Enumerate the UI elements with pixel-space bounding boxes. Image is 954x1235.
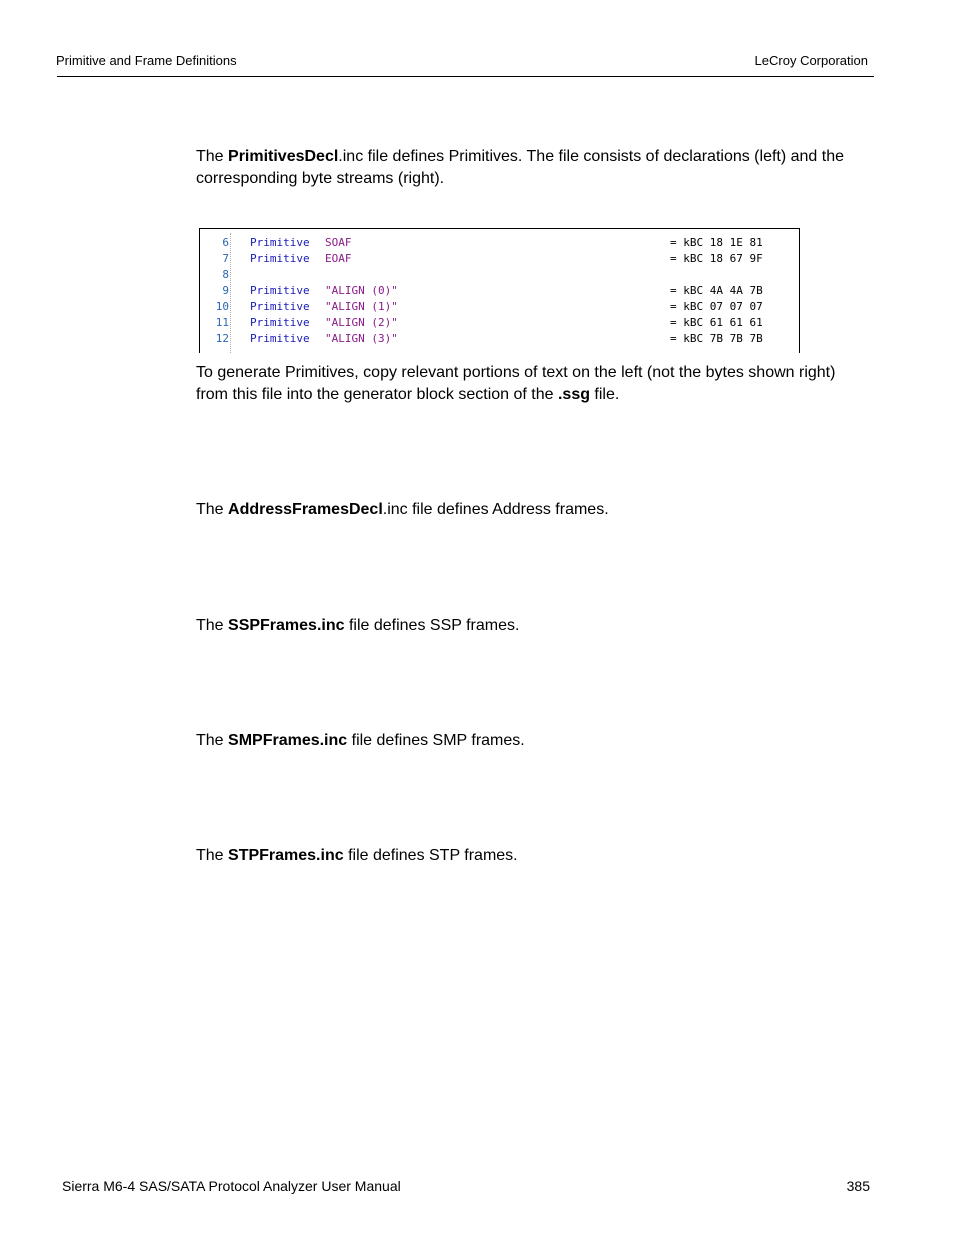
line-number: 10 <box>215 300 229 313</box>
primitives-intro-paragraph: The PrimitivesDecl.inc file defines Primitives. The file consists of declarations (left) and the corresponding byte streams (right). <box>196 148 845 187</box>
code-keyword: Primitive <box>250 316 310 329</box>
line-number: 6 <box>222 236 229 249</box>
code-keyword: Primitive <box>250 252 310 265</box>
stp-frames-paragraph: The STPFrames.inc file defines STP frames. <box>196 847 518 864</box>
byte-stream: = kBC 07 07 07 <box>670 300 763 313</box>
primitive-name: "ALIGN (0)" <box>325 284 398 297</box>
line-number: 7 <box>222 252 229 265</box>
code-listing <box>199 228 800 353</box>
byte-stream: = kBC 61 61 61 <box>670 316 763 329</box>
line-number: 11 <box>215 316 229 329</box>
code-keyword: Primitive <box>250 284 310 297</box>
running-header-title: Primitive and Frame Definitions <box>56 53 237 68</box>
byte-stream: = kBC 18 1E 81 <box>670 236 763 249</box>
byte-stream: = kBC 18 67 9F <box>670 252 763 265</box>
code-row <box>200 283 799 299</box>
code-keyword: Primitive <box>250 236 310 249</box>
smp-file-name: SMPFrames.inc <box>228 732 348 749</box>
ssg-extension: .ssg <box>557 386 590 403</box>
code-keyword: Primitive <box>250 300 310 313</box>
byte-stream: = kBC 7B 7B 7B <box>670 332 763 345</box>
address-frames-paragraph: The AddressFramesDecl.inc file defines Address frames. <box>196 501 609 518</box>
generate-instructions-paragraph: To generate Primitives, copy relevant portions of text on the left (not the bytes shown right) from this file into the generator block section of the .ssg file. <box>196 364 836 403</box>
address-file-name: AddressFramesDecl <box>228 501 383 518</box>
primitive-name: EOAF <box>325 252 352 265</box>
ssp-file-name: SSPFrames.inc <box>228 617 345 634</box>
line-number: 8 <box>222 268 229 281</box>
page-number: 385 <box>846 1178 870 1194</box>
footer-manual-title: Sierra M6-4 SAS/SATA Protocol Analyzer User Manual <box>62 1178 401 1194</box>
code-row <box>200 315 799 331</box>
code-row <box>200 251 799 267</box>
primitive-name: "ALIGN (1)" <box>325 300 398 313</box>
code-row <box>200 235 799 251</box>
ssp-frames-paragraph: The SSPFrames.inc file defines SSP frames. <box>196 617 520 634</box>
running-header-company: LeCroy Corporation <box>754 53 868 68</box>
code-row <box>200 299 799 315</box>
line-number: 12 <box>215 332 229 345</box>
byte-stream: = kBC 4A 4A 7B <box>670 284 763 297</box>
code-keyword: Primitive <box>250 332 310 345</box>
code-row <box>200 267 799 283</box>
code-row <box>200 331 799 347</box>
stp-file-name: STPFrames.inc <box>228 847 344 864</box>
header-divider <box>57 76 874 77</box>
primitive-name: "ALIGN (2)" <box>325 316 398 329</box>
primitive-name: "ALIGN (3)" <box>325 332 398 345</box>
smp-frames-paragraph: The SMPFrames.inc file defines SMP frames. <box>196 732 525 749</box>
line-number: 9 <box>222 284 229 297</box>
primitive-name: SOAF <box>325 236 352 249</box>
primitives-file-name: PrimitivesDecl <box>228 148 339 165</box>
